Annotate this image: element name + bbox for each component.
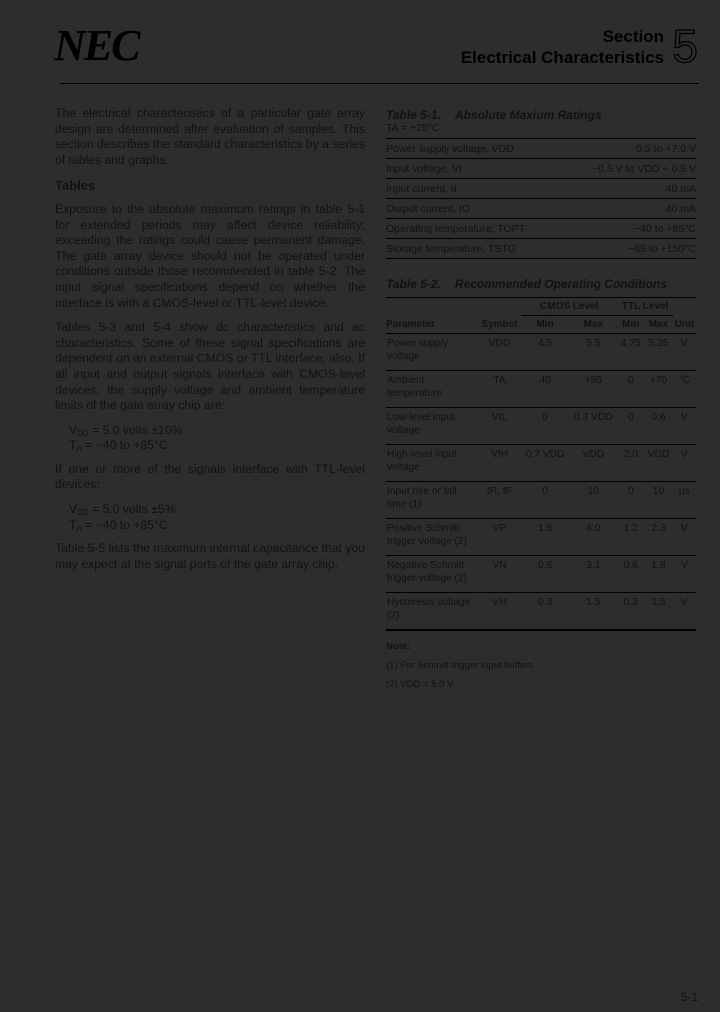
value: −65 to +150°C <box>563 239 696 259</box>
cell: 4.5 <box>521 334 569 371</box>
section-title: Electrical Characteristics <box>460 48 664 67</box>
table-row <box>386 408 696 445</box>
cmos-limits: $V_{DD} = 5.0$ volts ±10% $T_A = -40$ to +85°C <box>69 422 183 454</box>
section-number: 5 <box>672 20 698 72</box>
ttl-vdd: = 5.0 volts ±5% <box>92 502 176 517</box>
cell: Input rise or fall time (1) <box>386 482 478 519</box>
ttl-limits: $V_{DD} = 5.0$ volts ±5% $T_A = -40$ to +85°C <box>69 502 176 533</box>
cell: 1.5 <box>569 593 617 631</box>
cell: 0 <box>521 408 569 445</box>
tables-heading: Tables <box>55 178 96 194</box>
cell: 0 <box>617 371 644 408</box>
cell: VIL <box>478 408 521 445</box>
cell: 1.2 <box>617 519 644 556</box>
cell: 5.5 <box>569 334 617 371</box>
cell: 10 <box>569 482 617 519</box>
cmos-vdd: = 5.0 volts ±10% <box>92 422 183 437</box>
cell: 3.1 <box>569 556 617 593</box>
cmos-ta: = −40 to +85°C <box>85 438 168 453</box>
recommended-conditions-table <box>386 297 696 631</box>
value: 40 mA <box>563 199 696 219</box>
cell: V <box>673 445 696 482</box>
cell: TA <box>478 371 521 408</box>
paragraph-ttl: If one or more of the signals interface with TTL-level devices: <box>55 461 365 492</box>
paragraph-dc-ac: Tables 5-3 and 5-4 show dc characteristics and ac characteristics. Some of these signal specifications are dependent on an external CMOS or TTL interface, also. If all input and output signals interface with CMOS-level devices, the supply voltage and ambient temperature limits of the gate array chip are: <box>55 320 365 413</box>
cell: V <box>673 593 696 631</box>
cell: Hysteresis voltage (2) <box>386 593 478 631</box>
cmos-level-header: CMOS Level <box>521 298 617 316</box>
cell: VIH <box>478 445 521 482</box>
column-header: Min <box>622 319 640 330</box>
column-header: Max <box>648 319 669 330</box>
column-header: Min <box>536 319 554 330</box>
column-header: Unit <box>674 318 695 330</box>
table-row <box>386 139 696 159</box>
cell: +70 <box>644 371 673 408</box>
header-rule <box>60 83 699 84</box>
cell: V <box>673 519 696 556</box>
cell: High-level input voltage <box>386 445 478 482</box>
cell: 0.6 <box>617 556 644 593</box>
cell: VP <box>478 519 521 556</box>
table-row <box>386 219 696 239</box>
ttl-level-header: TTL Level <box>617 298 672 316</box>
table-row <box>386 239 696 259</box>
nec-logo: NEC <box>54 21 139 70</box>
table-row <box>386 556 696 593</box>
cell: V <box>673 334 696 371</box>
param: Output current, IO <box>386 199 563 219</box>
cell: +85 <box>569 371 617 408</box>
cell: 10 <box>644 482 673 519</box>
table-row <box>386 593 696 631</box>
cell: 1.8 <box>644 556 673 593</box>
value: 0.5 to +7.0 V <box>563 139 696 159</box>
cell: 0 <box>521 482 569 519</box>
value: −40 to +85°C <box>563 219 696 239</box>
intro-paragraph: The electrical characteristics of a particular gate array design are determined after evaluation of samples. This section describes the standard characteristics by a series of tables and graphs. <box>55 106 365 167</box>
cell: µs <box>673 482 696 519</box>
param: Operating temperature, TOPT <box>386 219 563 239</box>
cell: 2.0 <box>617 445 644 482</box>
cell: 5.25 <box>644 334 673 371</box>
cell: V <box>673 556 696 593</box>
table-row <box>386 482 696 519</box>
table-row <box>386 445 696 482</box>
cell: Negative Schmitt trigger voltage (2) <box>386 556 478 593</box>
cell: 4.0 <box>569 519 617 556</box>
paragraph-ratings: Exposure to the absolute maximum ratings in table 5-1 for extended periods may affect device reliability; exceeding the ratings could cause permanent damage. The gate array device should not be operated under conditions outside those recommended in table 5-2. The input signal specifications depend on whether the interface is with a CMOS-level or TTL-level device. <box>55 201 365 310</box>
cell: Low-level input voltage <box>386 408 478 445</box>
cell: Positive Schmitt trigger voltage (2) <box>386 519 478 556</box>
cell: VDD <box>644 445 673 482</box>
table2-title: Table 5-2. Recommended Operating Conditions <box>386 277 667 291</box>
cell: °C <box>673 371 696 408</box>
value: 40 mA <box>563 179 696 199</box>
cell: 0.6 <box>521 556 569 593</box>
table-row <box>386 519 696 556</box>
body-text-column <box>55 106 365 581</box>
cell: VN <box>478 556 521 593</box>
cell: 0 <box>617 482 644 519</box>
table-row <box>386 159 696 179</box>
absolute-max-ratings-table <box>386 138 696 259</box>
table1-title: Table 5-1. Absolute Maxium Ratings <box>386 108 602 122</box>
param: Storage temperature, TSTG <box>386 239 563 259</box>
note-2: (2) VDD = 5.0 V <box>386 679 454 690</box>
cell: Power supply voltage <box>386 334 478 371</box>
cell: VH <box>478 593 521 631</box>
note-1: (1) For Schmitt trigger input buffers. <box>386 660 536 671</box>
table1-condition: TA = +25°C <box>386 122 440 134</box>
table-row <box>386 179 696 199</box>
cell: 2.3 <box>644 519 673 556</box>
ttl-ta: = −40 to +85°C <box>85 517 168 532</box>
cell: 1.5 <box>644 593 673 631</box>
cell: 0.3 VDD <box>569 408 617 445</box>
cell: 0.3 <box>521 593 569 631</box>
cell: VDD <box>478 334 521 371</box>
cell: Ambient temperature <box>386 371 478 408</box>
cell: 0.6 <box>644 408 673 445</box>
cell: V <box>673 408 696 445</box>
param: Power supply voltage, VDD <box>386 139 563 159</box>
table-row <box>386 199 696 219</box>
tables-column <box>386 108 696 694</box>
cell: 1.8 <box>521 519 569 556</box>
cell: tR, tF <box>478 482 521 519</box>
cell: 40 <box>521 371 569 408</box>
section-label: Section <box>602 27 664 46</box>
table-row <box>386 334 696 371</box>
note-label: Note: <box>386 641 411 652</box>
page-number: 5-1 <box>680 990 698 1004</box>
section-header <box>461 26 664 68</box>
column-header: Max <box>583 319 604 330</box>
cell: 0.7 VDD <box>521 445 569 482</box>
value: −0.5 V to VDD + 0.5 V <box>563 159 696 179</box>
paragraph-capacitance: Table 5-5 lists the maximum internal capacitance that you may expect at the signal ports of the gate array chip. <box>55 541 365 571</box>
column-header: Symbol <box>481 318 518 330</box>
param: Input voltage, VI <box>386 159 563 179</box>
column-header: Parameter <box>386 318 435 330</box>
cell: VDD <box>569 445 617 482</box>
table-notes <box>386 637 696 694</box>
table-row <box>386 371 696 408</box>
cell: 4.75 <box>617 334 644 371</box>
cell: 0 <box>617 408 644 445</box>
param: Input current, II <box>386 179 563 199</box>
cell: 0.3 <box>617 593 644 631</box>
